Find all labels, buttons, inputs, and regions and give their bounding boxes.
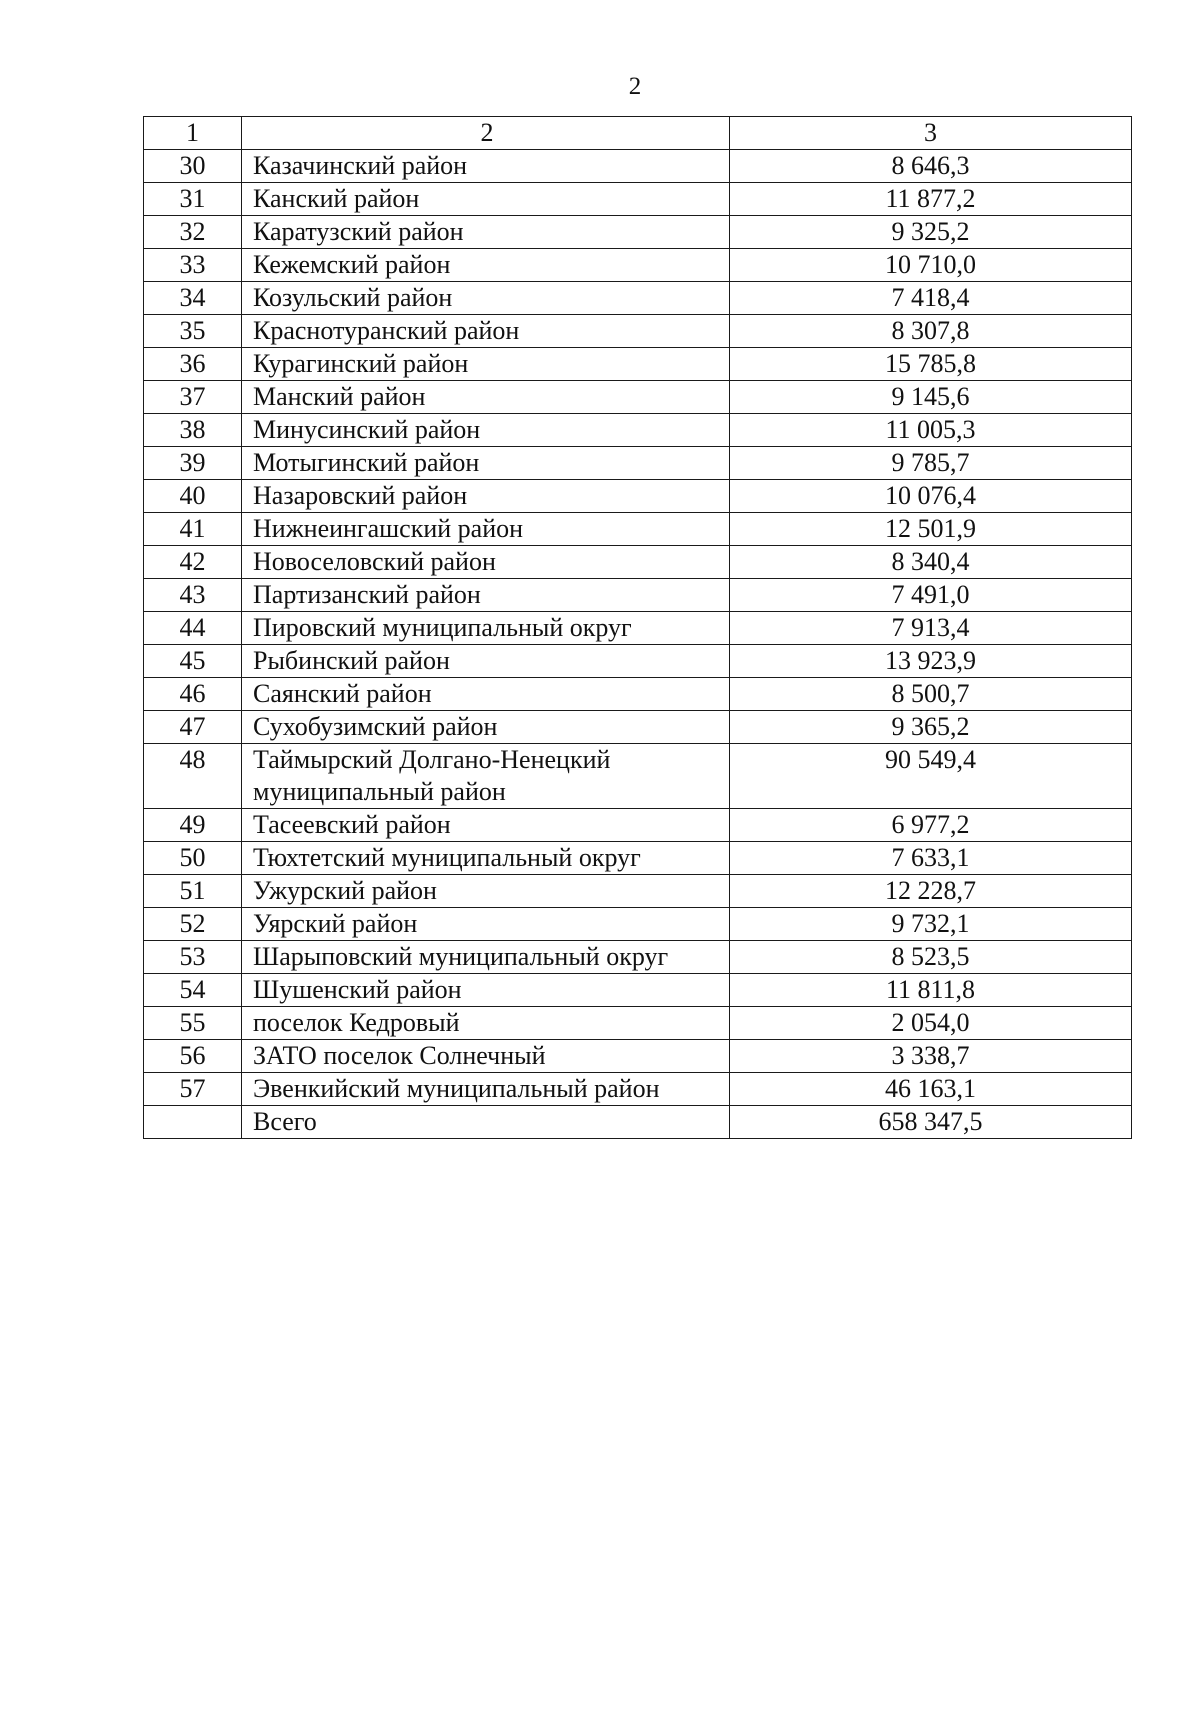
table-row	[144, 941, 1132, 974]
amount-value: 7 633,1	[730, 842, 1132, 875]
row-number: 55	[144, 1007, 242, 1040]
amount-value: 11 005,3	[730, 414, 1132, 447]
amount-value: 90 549,4	[730, 744, 1132, 809]
municipality-name: Новоселовский район	[242, 546, 730, 579]
amount-value: 8 340,4	[730, 546, 1132, 579]
table-row	[144, 513, 1132, 546]
page-number: 2	[628, 73, 642, 100]
table-row	[144, 183, 1132, 216]
amount-value: 6 977,2	[730, 809, 1132, 842]
table-row	[144, 315, 1132, 348]
municipality-name: Казачинский район	[242, 150, 730, 183]
table-row	[144, 612, 1132, 645]
table-row	[144, 216, 1132, 249]
table-row	[144, 480, 1132, 513]
municipality-name: Кежемский район	[242, 249, 730, 282]
table-row	[144, 381, 1132, 414]
amount-value: 10 710,0	[730, 249, 1132, 282]
table-row	[144, 282, 1132, 315]
row-number: 46	[144, 678, 242, 711]
table-row	[144, 249, 1132, 282]
total-label: Всего	[242, 1106, 730, 1139]
total-number	[144, 1106, 242, 1139]
row-number: 53	[144, 941, 242, 974]
table-row	[144, 150, 1132, 183]
total-value: 658 347,5	[730, 1106, 1132, 1139]
table-row	[144, 546, 1132, 579]
column-header-3: 3	[730, 117, 1132, 150]
row-number: 35	[144, 315, 242, 348]
table-row	[144, 678, 1132, 711]
municipality-name: Мотыгинский район	[242, 447, 730, 480]
row-number: 30	[144, 150, 242, 183]
municipality-name: Назаровский район	[242, 480, 730, 513]
total-row	[144, 1106, 1132, 1139]
row-number: 56	[144, 1040, 242, 1073]
municipality-name: Канский район	[242, 183, 730, 216]
row-number: 49	[144, 809, 242, 842]
amount-value: 2 054,0	[730, 1007, 1132, 1040]
municipality-name: Нижнеингашский район	[242, 513, 730, 546]
amount-value: 9 145,6	[730, 381, 1132, 414]
row-number: 41	[144, 513, 242, 546]
amount-value: 9 365,2	[730, 711, 1132, 744]
row-number: 48	[144, 744, 242, 809]
amount-value: 7 418,4	[730, 282, 1132, 315]
table-row	[144, 842, 1132, 875]
row-number: 42	[144, 546, 242, 579]
municipality-name: Уярский район	[242, 908, 730, 941]
municipality-name: Саянский район	[242, 678, 730, 711]
municipality-name: Тюхтетский муниципальный округ	[242, 842, 730, 875]
municipality-name: Курагинский район	[242, 348, 730, 381]
amount-value: 46 163,1	[730, 1073, 1132, 1106]
table-header-row	[144, 117, 1132, 150]
municipality-name: Манский район	[242, 381, 730, 414]
amount-value: 9 732,1	[730, 908, 1132, 941]
municipality-name: поселок Кедровый	[242, 1007, 730, 1040]
column-header-2: 2	[242, 117, 730, 150]
municipality-name: Минусинский район	[242, 414, 730, 447]
row-number: 43	[144, 579, 242, 612]
municipality-name: Эвенкийский муниципальный район	[242, 1073, 730, 1106]
municipality-name: ЗАТО поселок Солнечный	[242, 1040, 730, 1073]
municipality-name: Таймырский Долгано-Ненецкий муниципальный район	[242, 744, 730, 809]
row-number: 38	[144, 414, 242, 447]
table-row	[144, 908, 1132, 941]
table-row	[144, 974, 1132, 1007]
amount-value: 7 491,0	[730, 579, 1132, 612]
row-number: 31	[144, 183, 242, 216]
row-number: 34	[144, 282, 242, 315]
table-row	[144, 645, 1132, 678]
amount-value: 13 923,9	[730, 645, 1132, 678]
row-number: 44	[144, 612, 242, 645]
amount-value: 10 076,4	[730, 480, 1132, 513]
amount-value: 12 228,7	[730, 875, 1132, 908]
row-number: 57	[144, 1073, 242, 1106]
row-number: 50	[144, 842, 242, 875]
table-row	[144, 1040, 1132, 1073]
row-number: 51	[144, 875, 242, 908]
table-row	[144, 414, 1132, 447]
row-number: 47	[144, 711, 242, 744]
table-row	[144, 1073, 1132, 1106]
table-row	[144, 875, 1132, 908]
amount-value: 9 325,2	[730, 216, 1132, 249]
amount-value: 11 877,2	[730, 183, 1132, 216]
table-row	[144, 711, 1132, 744]
row-number: 33	[144, 249, 242, 282]
municipality-name: Партизанский район	[242, 579, 730, 612]
row-number: 54	[144, 974, 242, 1007]
row-number: 52	[144, 908, 242, 941]
amount-value: 15 785,8	[730, 348, 1132, 381]
municipality-name: Каратузский район	[242, 216, 730, 249]
table-row	[144, 447, 1132, 480]
table-row	[144, 348, 1132, 381]
municipality-name: Пировский муниципальный округ	[242, 612, 730, 645]
municipality-name: Краснотуранский район	[242, 315, 730, 348]
municipality-name: Козульский район	[242, 282, 730, 315]
table-body	[144, 117, 1132, 1139]
amount-value: 8 646,3	[730, 150, 1132, 183]
table-row	[144, 1007, 1132, 1040]
row-number: 39	[144, 447, 242, 480]
row-number: 40	[144, 480, 242, 513]
amount-value: 8 307,8	[730, 315, 1132, 348]
row-number: 36	[144, 348, 242, 381]
municipality-name: Тасеевский район	[242, 809, 730, 842]
municipality-name: Шушенский район	[242, 974, 730, 1007]
amount-value: 11 811,8	[730, 974, 1132, 1007]
column-header-1: 1	[144, 117, 242, 150]
municipality-name: Сухобузимский район	[242, 711, 730, 744]
table-row	[144, 579, 1132, 612]
allocation-table	[143, 116, 1132, 1139]
amount-value: 7 913,4	[730, 612, 1132, 645]
table-row	[144, 744, 1132, 809]
municipality-name: Шарыповский муниципальный округ	[242, 941, 730, 974]
amount-value: 12 501,9	[730, 513, 1132, 546]
amount-value: 9 785,7	[730, 447, 1132, 480]
row-number: 45	[144, 645, 242, 678]
municipality-name: Рыбинский район	[242, 645, 730, 678]
amount-value: 8 500,7	[730, 678, 1132, 711]
row-number: 32	[144, 216, 242, 249]
municipality-name: Ужурский район	[242, 875, 730, 908]
table-row	[144, 809, 1132, 842]
amount-value: 8 523,5	[730, 941, 1132, 974]
row-number: 37	[144, 381, 242, 414]
amount-value: 3 338,7	[730, 1040, 1132, 1073]
